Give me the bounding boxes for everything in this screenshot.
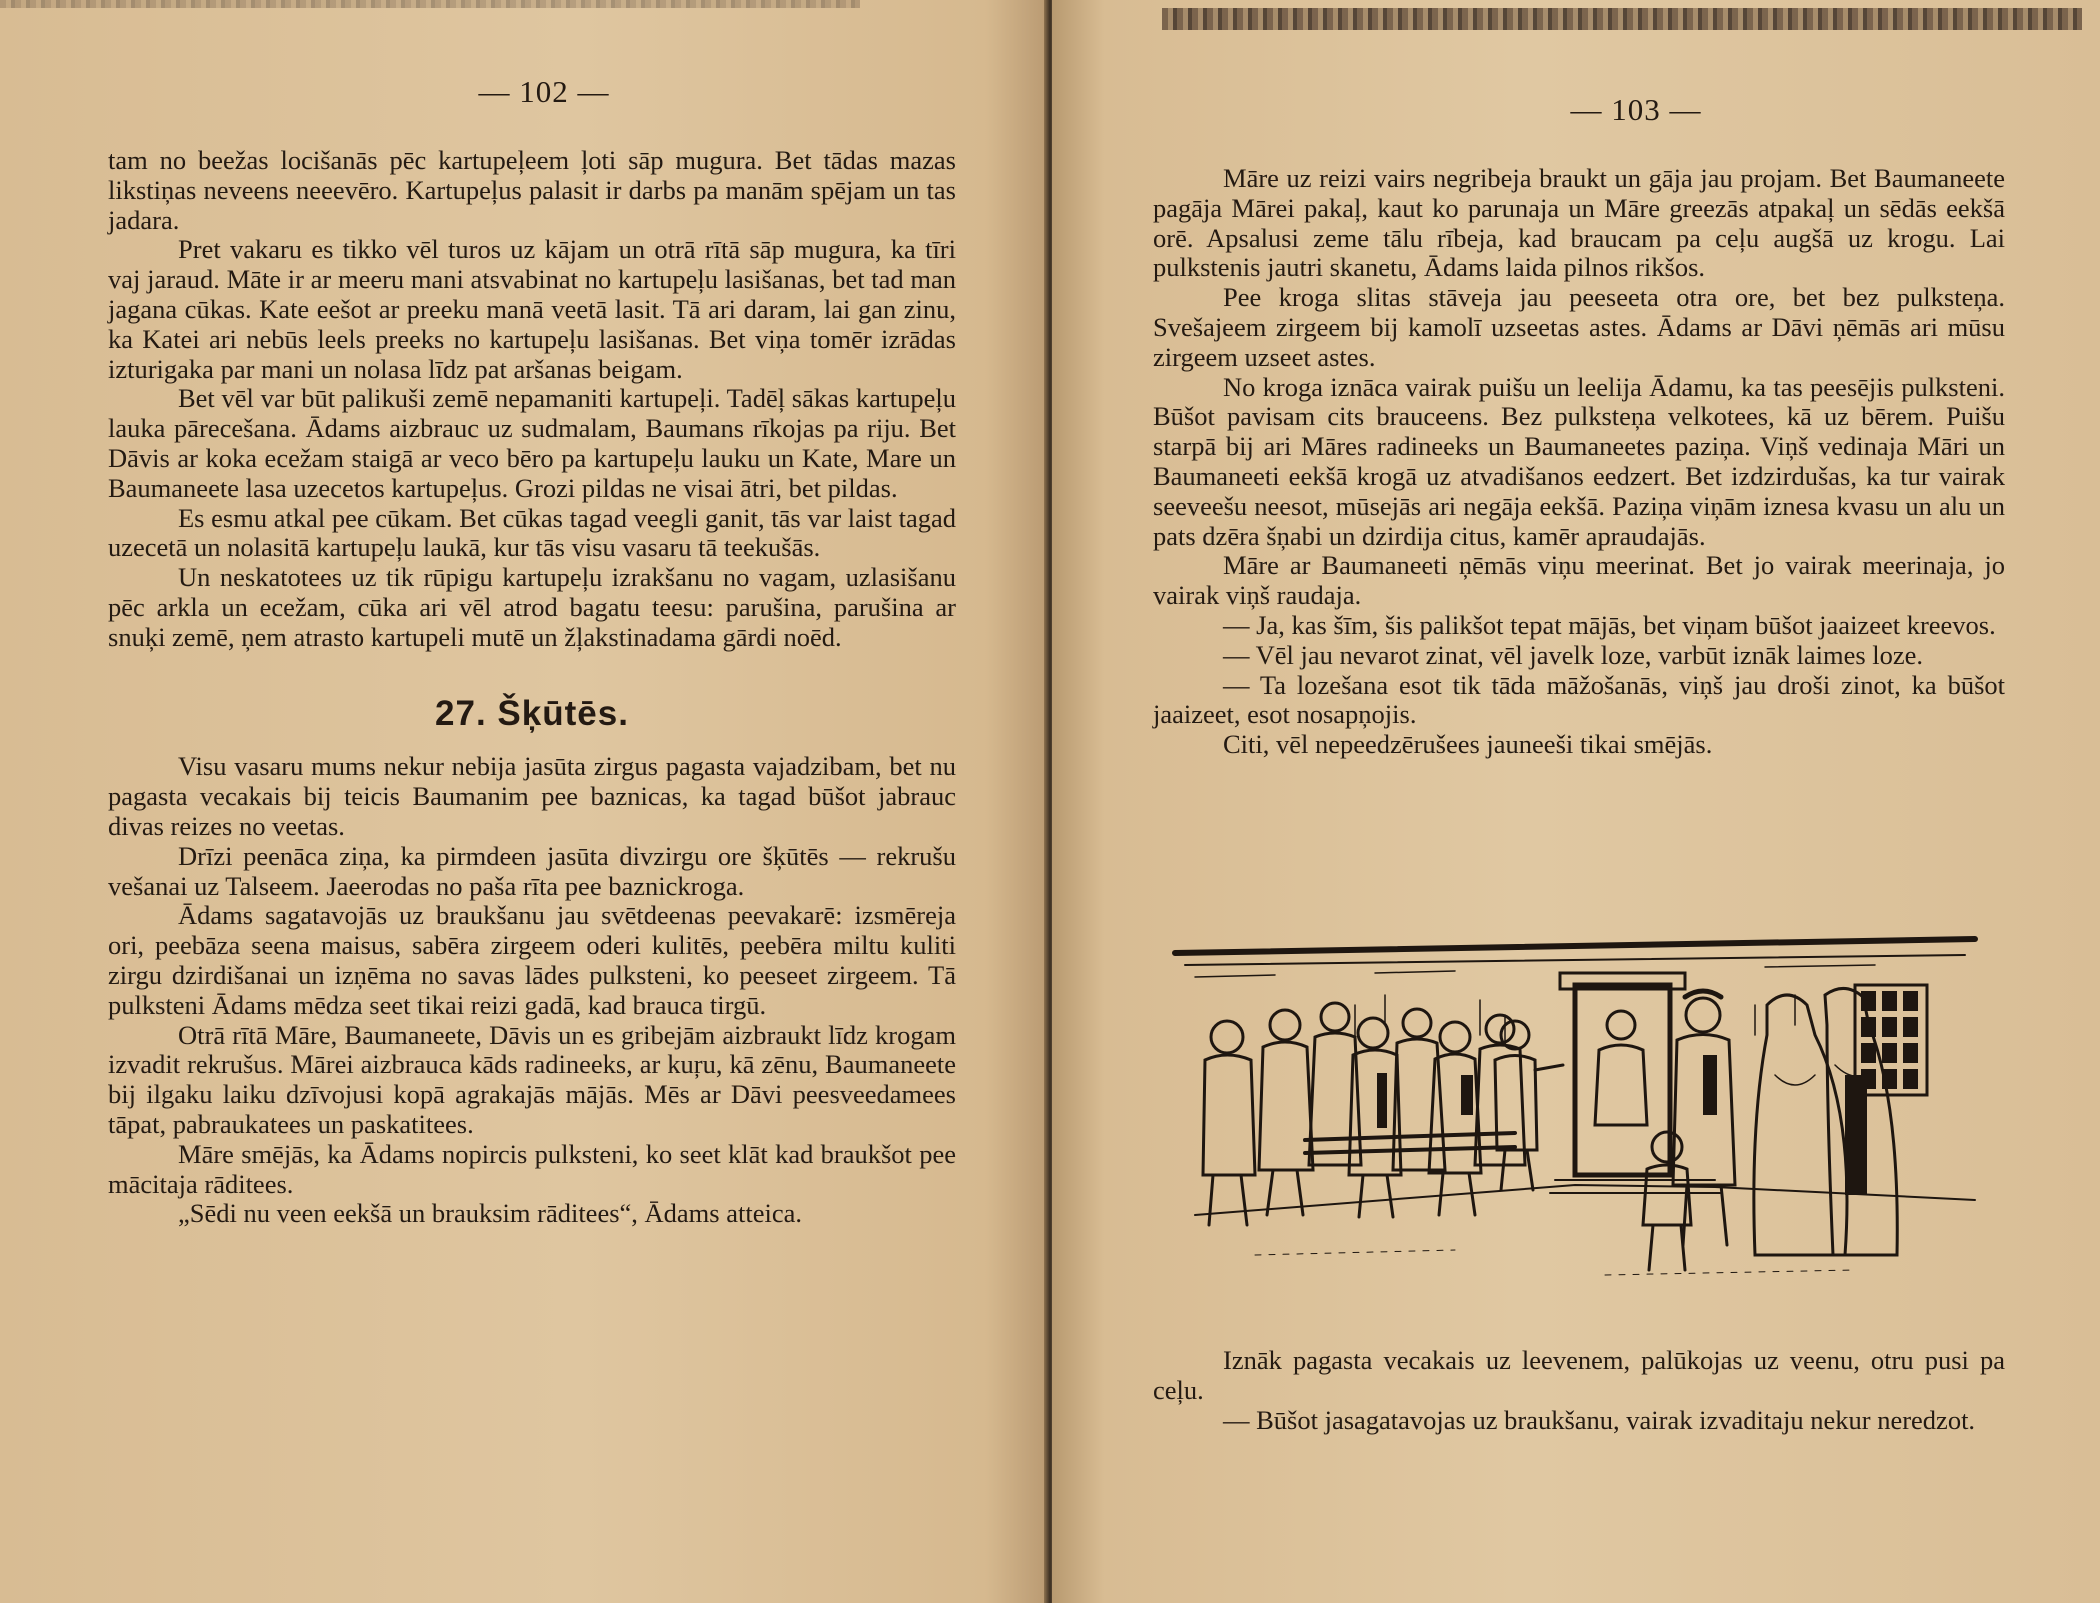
paragraph: Visu vasaru mums nekur nebija jasūta zirgus pagasta vajadzibam, bet nu pagasta vecakais bij teicis Baumanim pee baznicas, ka tagad būšot jabrauc divas reizes no veetas. (108, 751, 956, 841)
paragraph: Drīzi peenāca ziņa, ka pirmdeen jasūta divzirgu ore šķūtēs — rekrušu vešanai uz Talseem. Jaeerodas no paša rīta pee baznickroga. (108, 840, 956, 901)
right-page-text-after (1153, 1346, 2005, 1435)
page-edge-band (0, 0, 860, 8)
paragraph: Iznāk pagasta vecakais uz leevenem, palūkojas uz veenu, otru pusi pa ceļu. (1153, 1345, 2005, 1405)
paragraph: Bet vēl var būt palikuši zemē nepamaniti kartupeļi. Tadēļ sākas kartupeļu lauka pārecešana. Ādams aizbrauc uz sudmalam, Baumans rīkojas pa riju. Bet Dāvis ar koka ecežam staigā ar veco bēro pa kartupeļu lauku un Kate, Mare un Baumaneete lasa uzecetos kartupeļus. Grozi pildas ne visai ātri, bet pildas. (108, 383, 956, 503)
paragraph: Citi, vēl nepeedzērušees jauneeši tikai smējās. (1223, 729, 1713, 760)
paragraph: — Ja, kas šīm, šis palikšot tepat mājās, bet viņam būšot jaaizeet kreevos. (1223, 609, 1996, 640)
left-page-text (108, 146, 956, 1229)
page-edge-band (1162, 8, 2082, 30)
paragraph: Māre uz reizi vairs negribeja braukt un gāja jau projam. Bet Baumaneete pagāja Mārei pakaļ, kaut ko parunaja un Māre greezās atpakaļ un sēdās eekšā orē. Apsalusi zeme tālu rībeja, kad braucam pa ceļu augšā uz krogu. Lai pulkstenis jautri skanetu, Ādams laida pilnos rikšos. (1153, 163, 2005, 283)
paragraph: Māre ar Baumaneeti ņēmās viņu meerinat. Bet jo vairak meerinaja, jo vairak viņš raudaja. (1153, 550, 2005, 611)
paragraph: tam no beežas locišanās pēc kartupeļeem ļoti sāp mugura. Bet tādas mazas likstiņas neveens neeevēro. Kartupeļus palasit ir darbs pa manām spējam un tas jadara. (108, 145, 956, 235)
paragraph: Pee kroga slitas stāveja jau peeseeta otra ore, bet bez pulksteņa. Svešajeem zirgeem bij kamolī uzseetas astes. Ādams ar Dāvi ņēmās ari mūsu zirgeem uzseet astes. (1153, 282, 2005, 372)
paragraph: Es esmu atkal pee cūkam. Bet cūkas tagad veegli ganit, tās var laist tagad uzecetā un nolasitā kartupeļu laukā, kur tās visu vasaru tā teekušās. (108, 502, 956, 563)
tavern-illustration (1155, 925, 1995, 1330)
paragraph: Pret vakaru es tikko vēl turos uz kājam un otrā rītā sāp mugura, ka tīri vaj jaraud. Māte ir ar meeru mani atsvabinat no kartupeļu lasišanas, bet tad man jagana cūkas. Kate eešot ar preeku manā veetā lasit. Tā ari daram, lai gan zinu, ka Katei ari nebūs leels preeks no kartupeļu lasišanas. Bet viņa tomēr izrādas izturigaka par mani un nolasa līdz pat aršanas beigam. (108, 234, 956, 384)
page-number: — 102 — (478, 74, 610, 109)
paragraph: No kroga iznāca vairak puišu un leelija Ādamu, ka tas peesējis pulksteni. Būšot pavisam cits brauceens. Bez pulksteņa velkotees, kā uz bērem. Puišu starpā bij ari Māres radineeks un Baumaneetes paziņa. Viņš vedinaja Māri un Baumaneeti eekšā krogā uz atvadišanos eedzert. Bet izdzirdušas, ka tur vairak seeveešu neesot, mūsejās ari negāja eekšā. Paziņa viņām iznesa kvasu un alu un pats dzēra šņabi un dzirdija citus, kamēr apraudajās. (1153, 371, 2005, 551)
page-number: — 103 — (1570, 92, 1702, 127)
right-page (1052, 0, 2100, 1603)
paragraph: Un neskatotees uz tik rūpigu kartupeļu izrakšanu no vagam, uzlasišanu pēc arkla un ecežam, cūka ari vēl atrod bagatu teesu: parušina, parušina ar snuķi zemē, ņem atrasto kartupeli mutē un žļakstinadama gārdi noēd. (108, 562, 956, 652)
left-page (0, 0, 1048, 1603)
paragraph: Māre smējās, ka Ādams nopircis pulksteni, ko seet klāt kad braukšot pee mācitaja rāditees. (108, 1138, 956, 1199)
paragraph: Ādams sagatavojās uz braukšanu jau svētdeenas peevakarē: izsmēreja ori, peebāza seena maisus, sabēra zirgeem oderi kulitēs, peebēra miltu kuliti zirgu dzirdišanai un izņēma no savas lādes pulksteni, ko peeseet zirgeem. Tā pulksteni Ādams mēdza seet tikai reizi gadā, kad brauca tirgū. (108, 900, 956, 1020)
paragraph: „Sēdi nu veen eekšā un brauksim rāditees“, Ādams atteica. (178, 1198, 802, 1229)
paragraph: — Vēl jau nevarot zinat, vēl javelk loze, varbūt iznāk laimes loze. (1223, 639, 1924, 670)
paragraph: Otrā rītā Māre, Baumaneete, Dāvis un es gribejām aizbraukt līdz krogam izvadit rekrušus. Mārei aizbrauca kāds radineeks, ar kuŗu, kā zēnu, Baumaneete bij ilgaku laiku dzīvojusi kopā agrakajās mājās. Mēs ar Dāvi peesveedamees tāpat, pabraukatees un paskatitees. (108, 1019, 956, 1139)
right-page-text (1153, 164, 2005, 760)
chapter-heading: 27. Šķūtēs. (435, 693, 629, 733)
paragraph: — Būšot jasagatavojas uz braukšanu, vairak izvaditaju nekur neredzot. (1223, 1404, 1976, 1435)
paragraph: — Ta lozešana esot tik tāda māžošanās, viņš jau droši zinot, ka būšot jaaizeet, esot nosapņojis. (1153, 669, 2005, 730)
